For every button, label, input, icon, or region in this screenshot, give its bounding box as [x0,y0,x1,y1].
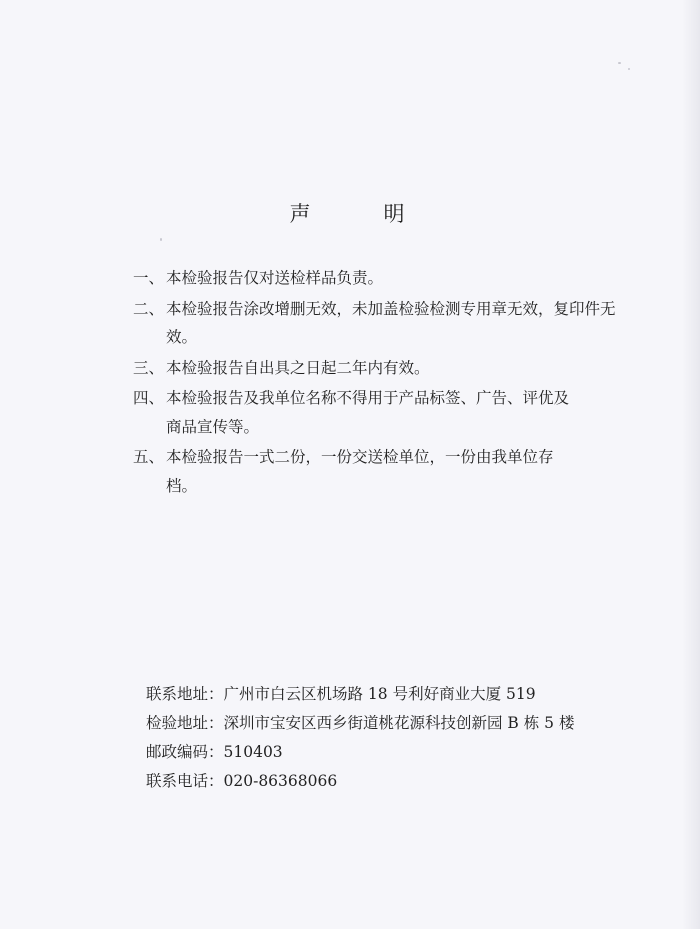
statement-item [133,264,653,293]
phone-number: 联系电话：020-86368066 [146,772,338,790]
statement-item [133,354,653,383]
document-title: 声 明 [289,202,431,226]
statement-number: 四、 [133,389,165,407]
scan-speck [160,238,162,241]
statement-text: 本检验报告自出具之日起二年内有效。 [166,358,430,377]
contact-info [146,680,574,796]
scan-speck [628,68,630,70]
statement-number: 一、 [133,269,165,287]
statement-item [133,295,653,352]
statement-number: 二、 [133,299,165,318]
statement-text: 本检验报告一式二份，一份交送检单位，一份由我单位存档。 [166,448,554,495]
statement-text: 本检验报告涂改增删无效，未加盖检验检测专用章无效，复印件无效。 [166,299,616,346]
scan-edge-shadow [682,0,700,929]
contact-address: 联系地址：广州市白云区机场路 18 号利好商业大厦 519 [146,685,536,703]
inspection-address: 检验地址：深圳市宝安区西乡街道桃花源科技创新园 B 栋 5 楼 [146,714,575,732]
statement-list [133,264,653,502]
postal-code: 邮政编码：510403 [146,743,283,761]
statement-item [133,384,653,441]
scan-speck [618,62,621,64]
statement-text: 本检验报告及我单位名称不得用于产品标签、广告、评优及商品宣传等。 [166,389,570,436]
statement-item [133,443,653,500]
statement-number: 五、 [133,448,165,466]
statement-number: 三、 [133,358,165,377]
statement-text: 本检验报告仅对送检样品负责。 [166,269,384,287]
